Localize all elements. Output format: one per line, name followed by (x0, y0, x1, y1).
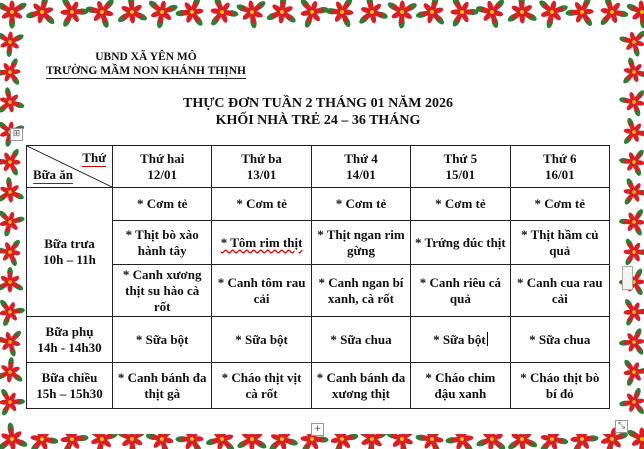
title-line-2: KHỐI NHÀ TRẺ 24 – 36 THÁNG (215, 113, 421, 128)
lunch-rice-row (27, 188, 610, 221)
dish-cell[interactable]: * Canh ngan bí xanh, cà rốt (311, 265, 410, 317)
poinsettia-flower (613, 115, 644, 153)
meal-snack (27, 317, 113, 363)
poinsettia-flower (83, 0, 125, 31)
poinsettia-flower (201, 0, 241, 29)
poinsettia-flower (613, 351, 644, 389)
dish-cell[interactable]: * Cơm tẻ (212, 188, 311, 221)
dish-cell[interactable]: * Canh tôm rau cải (212, 265, 311, 317)
poinsettia-flower (291, 0, 330, 33)
district-name: UBND XÃ YÊN MÔ (95, 51, 197, 63)
poinsettia-flower (0, 387, 25, 417)
poinsettia-flower (353, 0, 390, 27)
menu-title (26, 95, 610, 129)
poinsettia-flower (562, 0, 604, 35)
poinsettia-flower (616, 21, 644, 59)
day-header (113, 146, 212, 188)
meal-name: Bữa trưa (44, 236, 95, 251)
day-date: 13/01 (246, 166, 277, 182)
snack-row (27, 317, 610, 363)
poinsettia-flower (50, 0, 92, 30)
poinsettia-flower (0, 356, 26, 384)
day-header (212, 146, 311, 188)
dish-cell[interactable]: * Thịt hầm củ quả (510, 221, 609, 265)
poinsettia-flower (263, 0, 304, 35)
poinsettia-flower (0, 324, 24, 358)
meal-lunch (27, 188, 113, 317)
dish-cell[interactable]: * Trứng đúc thịt (411, 221, 510, 265)
poinsettia-flower (618, 327, 644, 358)
dish-text-misspelled: * Tôm rim thịt (220, 234, 303, 250)
poinsettia-flower (0, 0, 28, 28)
poinsettia-flower (589, 0, 631, 35)
day-name: Thứ 6 (543, 150, 577, 166)
day-header (311, 146, 410, 188)
afternoon-row (27, 363, 610, 409)
poinsettia-flower (440, 0, 481, 34)
poinsettia-flower (0, 201, 28, 239)
poinsettia-flower (617, 146, 644, 178)
dish-cell[interactable] (411, 317, 510, 363)
title-line-1: THỰC ĐƠN TUẦN 2 THÁNG 01 NĂM 2026 (182, 96, 454, 111)
document-page (26, 34, 610, 434)
poinsettia-flower (0, 57, 21, 87)
poinsettia-flower (0, 297, 27, 331)
poinsettia-flower (617, 383, 644, 417)
dish-cell[interactable]: * Canh bánh đa xương thịt (311, 363, 410, 409)
day-name: Thứ 5 (443, 150, 478, 166)
dish-cell[interactable]: * Canh riêu cá quả (411, 265, 510, 317)
day-name: Thứ ba (241, 150, 282, 166)
meal-time: 14h - 14h30 (37, 339, 102, 355)
meal-name: Bữa phụ (45, 323, 94, 339)
dish-cell[interactable]: * Sữa chua (510, 317, 609, 363)
dish-cell[interactable]: * Thịt bò xào hành tây (113, 221, 212, 265)
poinsettia-flower (0, 174, 27, 212)
table-resize-handle[interactable]: ⤡ (615, 420, 628, 433)
text-cursor (487, 332, 488, 346)
poinsettia-flower (617, 87, 644, 120)
header-row (27, 146, 610, 188)
dish-cell[interactable]: * Cơm tẻ (510, 188, 609, 221)
day-date: 15/01 (445, 166, 476, 182)
poinsettia-flower (614, 296, 644, 332)
dish-cell[interactable]: * Canh xương thịt su hào cà rốt (113, 265, 212, 317)
poinsettia-flower (621, 56, 644, 90)
poinsettia-flower (174, 0, 205, 29)
table-move-handle[interactable]: ⊞ (10, 128, 23, 141)
poinsettia-flower (506, 0, 539, 24)
dish-cell[interactable]: * Cháo thịt vịt cà rốt (212, 363, 311, 409)
dish-cell[interactable]: * Cơm tẻ (113, 188, 212, 221)
dish-cell[interactable]: * Thịt ngan rim gừng (311, 221, 410, 265)
school-header (26, 50, 266, 79)
poinsettia-flower (623, 237, 644, 266)
meal-afternoon (27, 363, 113, 409)
poinsettia-flower (536, 0, 572, 31)
dish-cell[interactable]: * Sữa bột (212, 317, 311, 363)
poinsettia-flower (22, 0, 58, 32)
poinsettia-flower (144, 0, 180, 31)
dish-cell[interactable] (212, 221, 311, 265)
day-header (510, 146, 609, 188)
add-row-button[interactable]: + (311, 423, 324, 436)
dish-cell[interactable]: * Cơm tẻ (411, 188, 510, 221)
school-name: TRƯỜNG MẦM NON KHÁNH THỊNH (46, 65, 246, 77)
dish-cell[interactable]: * Cháo chim đậu xanh (411, 363, 510, 409)
dish-cell[interactable]: * Sữa bột (113, 317, 212, 363)
day-header (411, 146, 510, 188)
day-date: 16/01 (544, 166, 575, 182)
dish-cell[interactable]: * Canh cua rau cải (510, 265, 609, 317)
day-name: Thứ hai (140, 150, 185, 166)
corner-meal-label: Bữa ăn (33, 167, 73, 182)
dish-cell[interactable]: * Canh bánh đa thịt gà (113, 363, 212, 409)
row-marker (622, 266, 633, 290)
dish-text: * Sữa bột (433, 331, 486, 347)
dish-cell[interactable]: * Cháo thịt bò bí đỏ (510, 363, 609, 409)
meal-time: 10h – 11h (43, 252, 96, 267)
poinsettia-flower (0, 84, 26, 115)
lunch-soup-row (27, 265, 610, 317)
corner-cell (27, 146, 113, 188)
corner-day-label: Thứ (82, 150, 106, 165)
day-date: 12/01 (147, 166, 177, 182)
lunch-main-row (27, 221, 610, 265)
weekly-menu-table (26, 145, 610, 409)
poinsettia-flower (0, 31, 25, 58)
meal-name: Bữa chiều (41, 369, 98, 385)
dish-cell[interactable]: * Sữa chua (311, 317, 410, 363)
day-date: 14/01 (346, 166, 376, 182)
poinsettia-flower (615, 172, 644, 207)
dish-cell[interactable]: * Cơm tẻ (311, 188, 410, 221)
poinsettia-flower (115, 0, 154, 33)
day-name: Thứ 4 (344, 150, 378, 166)
poinsettia-flower (324, 0, 354, 29)
meal-time: 15h – 15h30 (36, 385, 103, 401)
poinsettia-flower (472, 0, 507, 30)
poinsettia-flower (413, 0, 455, 35)
poinsettia-flower (616, 202, 644, 239)
